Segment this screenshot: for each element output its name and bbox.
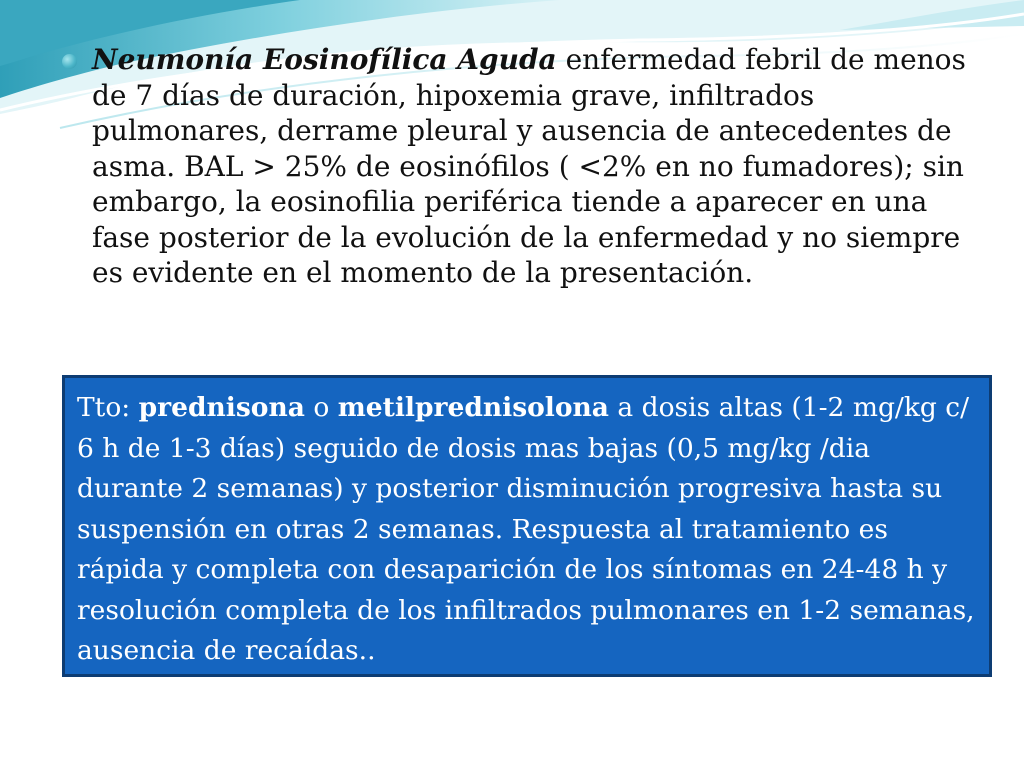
treatment-drug-prednisona: prednisona	[138, 392, 305, 423]
round-bullet-icon	[62, 54, 77, 69]
treatment-connector: o	[304, 392, 338, 423]
definition-body: enfermedad febril de menos de 7 días de duración, hipoxemia grave, infiltrados pulmonares, derrame pleural y ausencia de antecedentes de asma. BAL > 25% de eosinófilos ( <2% en no fumadores); sin embargo, la eosinofilia periférica tiende a aparecer en una fase posterior de la evolución de la enfermedad y no siempre es evidente en el momento de la presentación.	[92, 43, 966, 289]
treatment-prefix: Tto:	[77, 392, 139, 423]
treatment-box	[62, 375, 992, 677]
definition-paragraph	[92, 42, 967, 291]
treatment-body: a dosis altas (1-2 mg/kg c/ 6 h de 1-3 días) seguido de dosis mas bajas (0,5 mg/kg /dia durante 2 semanas) y posterior disminución progresiva hasta su suspensión en otras 2 semanas. Respuesta al tratamiento es rápida y completa con desaparición de los síntomas en 24-48 h y resolución completa de los infiltrados pulmonares en 1-2 semanas, ausencia de recaídas..	[77, 392, 975, 666]
treatment-paragraph	[77, 388, 977, 672]
definition-term: Neumonía Eosinofílica Aguda	[92, 43, 557, 76]
definition-bullet	[62, 42, 967, 291]
treatment-drug-metilprednisolona: metilprednisolona	[337, 392, 609, 423]
